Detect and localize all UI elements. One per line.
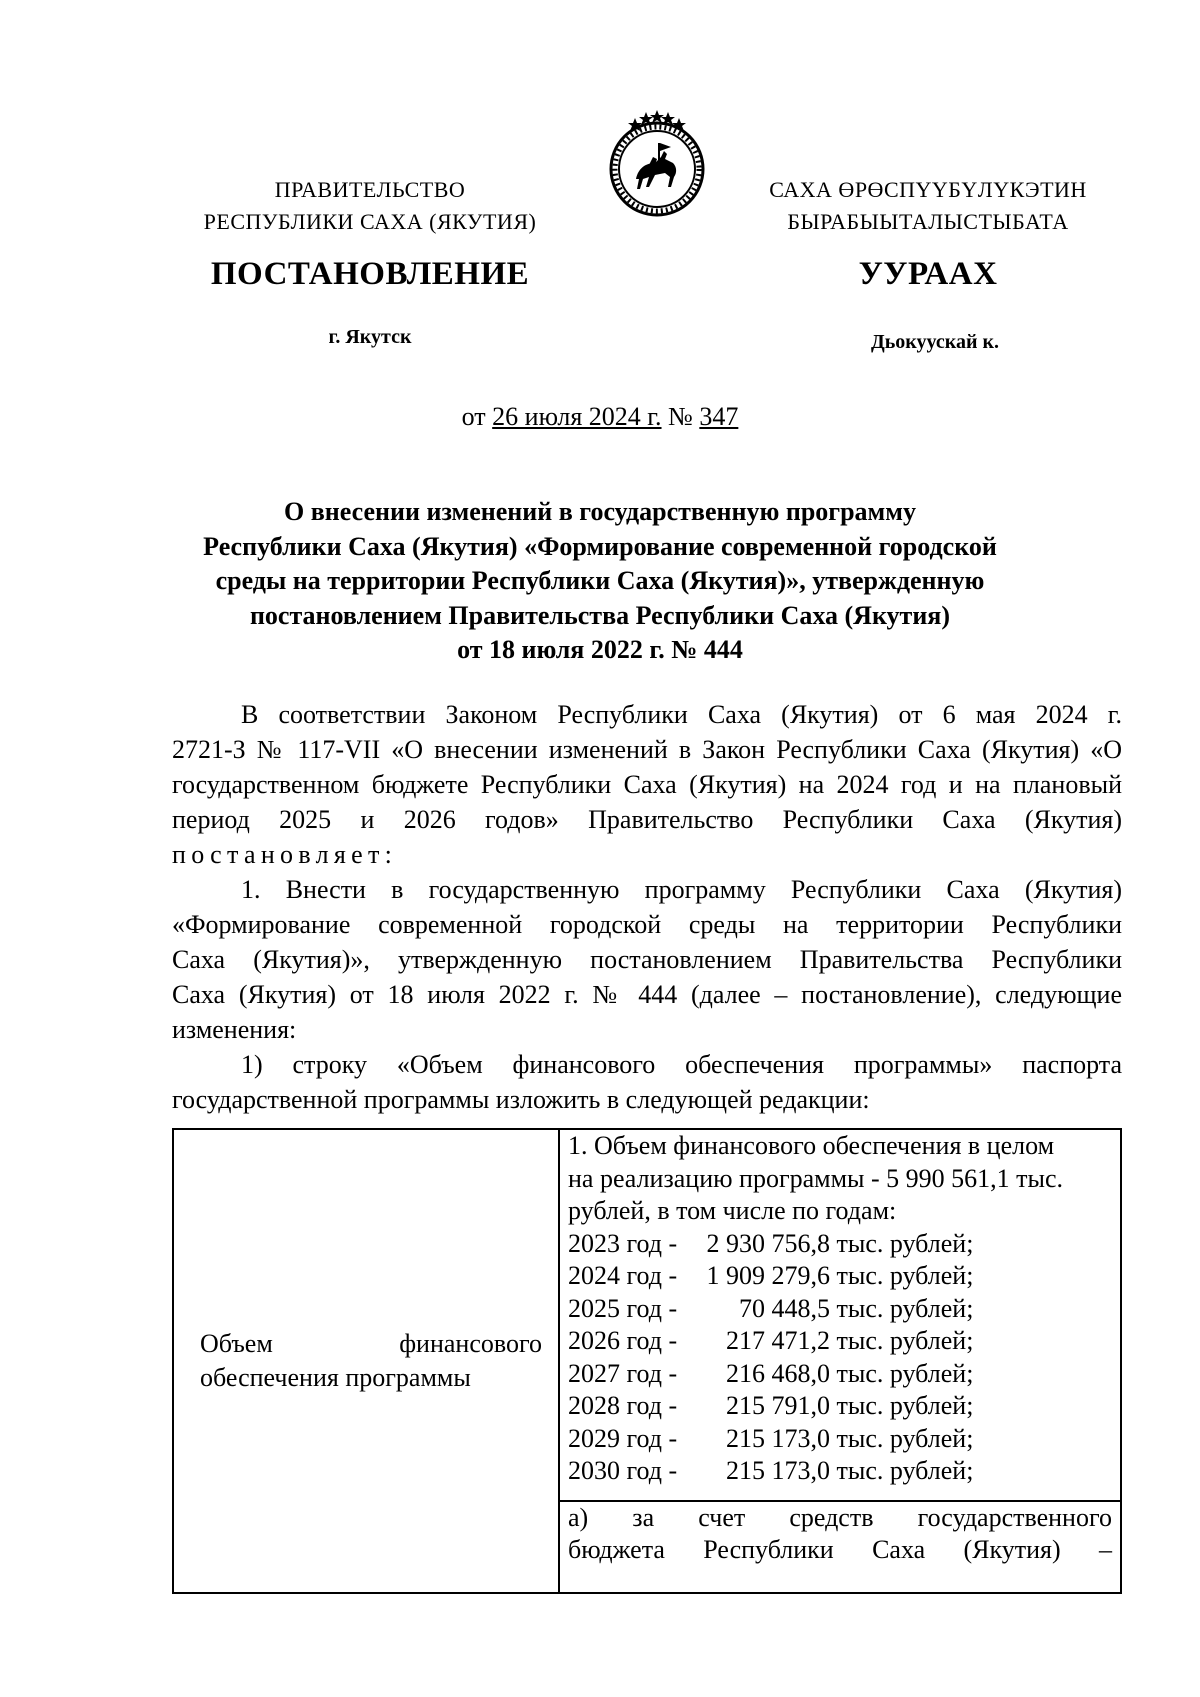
header-right-line2: БЫРАБЫЫТАЛЫСТЫБАТА: [787, 209, 1069, 234]
body-line: Саха (Якутия)», утвержденную постановлением Правительства Республики: [172, 945, 1122, 974]
title-line: постановлением Правительства Республики Саха (Якутия): [249, 600, 951, 630]
government-name-sakha: [740, 174, 1116, 238]
city-sakha: Дьокуускай к.: [870, 331, 1000, 353]
financing-table: [172, 1128, 1122, 1594]
year-label: 2028 год -: [568, 1391, 678, 1420]
document-title: [150, 495, 1050, 668]
title-line: от 18 июля 2022 г. № 444: [457, 635, 743, 664]
year-unit: тыс. рублей;: [836, 1358, 974, 1388]
body-line-resolves: постановляет:: [172, 840, 398, 869]
year-unit: тыс. рублей;: [836, 1261, 974, 1290]
number-sign: №: [668, 402, 693, 431]
title-line: Республики Саха (Якутия) «Формирование современной городской: [203, 531, 997, 561]
doc-type-ru: ПОСТАНОВЛЕНИЕ: [210, 256, 530, 292]
financing-label-cell: [173, 1129, 559, 1593]
date-prefix: от: [461, 402, 486, 431]
year-row: [560, 1325, 1120, 1358]
year-label: 2024 год -: [568, 1261, 678, 1290]
header-right-line1: САХА ӨРӨСПҮҮБҮЛҮКЭТИН: [769, 177, 1087, 202]
date-line: [0, 402, 1200, 432]
year-row: [560, 1455, 1120, 1488]
state-budget-line: бюджета Республики Саха (Якутия) –: [568, 1535, 1112, 1564]
date-value: 26 июля 2024 г.: [492, 402, 662, 431]
year-label: 2029 год -: [568, 1423, 678, 1453]
body-line: государственной программы изложить в следующей редакции:: [172, 1085, 870, 1114]
body-line: Саха (Якутия) от 18 июля 2022 г. № 444 (далее – постановление), следующие: [172, 980, 1122, 1009]
year-row: [560, 1228, 1120, 1261]
body-line: изменения:: [172, 1015, 297, 1044]
intro-line: 1. Объем финансового обеспечения в целом: [568, 1131, 1055, 1160]
city-ru: г. Якутск: [328, 326, 412, 348]
body-line: период 2025 и 2026 годов» Правительство Республики Саха (Якутия): [172, 805, 1122, 834]
label-word-volume: Объем: [200, 1329, 273, 1358]
financing-label-line2: обеспечения программы: [200, 1363, 471, 1392]
year-unit: тыс. рублей;: [836, 1228, 974, 1258]
paragraph-preamble: [172, 697, 1122, 872]
title-line: среды на территории Республики Саха (Якутия)», утвержденную: [215, 566, 985, 595]
year-row: [560, 1390, 1120, 1423]
year-row: [560, 1358, 1120, 1391]
doc-number: 347: [699, 402, 739, 431]
title-line: О внесении изменений в государственную программу: [284, 497, 916, 526]
year-row: [560, 1423, 1120, 1456]
state-budget-cell: [559, 1501, 1121, 1593]
year-unit: тыс. рублей;: [836, 1391, 974, 1420]
body-line: 1. Внести в государственную программу Республики Саха (Якутия): [241, 875, 1122, 904]
year-amount: 215 173,0: [726, 1423, 830, 1453]
body-line: 1) строку «Объем финансового обеспечения программы» паспорта: [241, 1050, 1122, 1079]
year-amount: 70 448,5: [739, 1293, 830, 1323]
header-left-line1: ПРАВИТЕЛЬСТВО: [274, 177, 466, 202]
year-amount: 215 173,0: [726, 1456, 830, 1485]
year-label: 2023 год -: [568, 1228, 678, 1258]
state-budget-line: а) за счет средств государственного: [568, 1503, 1112, 1532]
body-line: 2721-З № 117-VII «О внесении изменений в Закон Республики Саха (Якутия) «О: [172, 735, 1122, 764]
year-amount: 2 930 756,8: [706, 1228, 830, 1258]
year-unit: тыс. рублей;: [836, 1293, 974, 1323]
year-unit: тыс. рублей;: [836, 1456, 974, 1485]
intro-line: на реализацию программы - 5 990 561,1 тыс.: [568, 1163, 1064, 1193]
year-row: [560, 1293, 1120, 1326]
government-name-ru: [180, 174, 560, 238]
year-label: 2030 год -: [568, 1456, 678, 1485]
year-amount: 217 471,2: [726, 1326, 830, 1355]
year-label: 2026 год -: [568, 1326, 678, 1355]
body-line: В соответствии Законом Республики Саха (Якутия) от 6 мая 2024 г.: [241, 700, 1122, 729]
paragraph-item-1: [172, 872, 1122, 1047]
year-amount: 215 791,0: [726, 1391, 830, 1420]
header-left-line2: РЕСПУБЛИКИ САХА (ЯКУТИЯ): [203, 209, 537, 234]
body-line: «Формирование современной городской среды на территории Республики: [172, 910, 1122, 939]
financing-amounts-cell: [559, 1129, 1121, 1501]
financing-label-line1: [187, 1327, 550, 1361]
year-amount: 1 909 279,6: [706, 1261, 830, 1290]
year-row: [560, 1260, 1120, 1293]
intro-line: рублей, в том числе по годам:: [568, 1196, 897, 1225]
year-label: 2027 год -: [568, 1358, 678, 1388]
year-unit: тыс. рублей;: [836, 1326, 974, 1355]
coat-of-arms-icon: [603, 107, 711, 217]
paragraph-subitem-1: [172, 1047, 1122, 1117]
label-word-financial: финансового: [399, 1329, 542, 1358]
year-amount: 216 468,0: [726, 1358, 830, 1388]
body-line: государственном бюджете Республики Саха (Якутия) на 2024 год и на плановый: [172, 770, 1122, 799]
doc-type-sakha: УУРААХ: [858, 256, 998, 292]
year-label: 2025 год -: [568, 1293, 678, 1323]
year-unit: тыс. рублей;: [836, 1423, 974, 1453]
